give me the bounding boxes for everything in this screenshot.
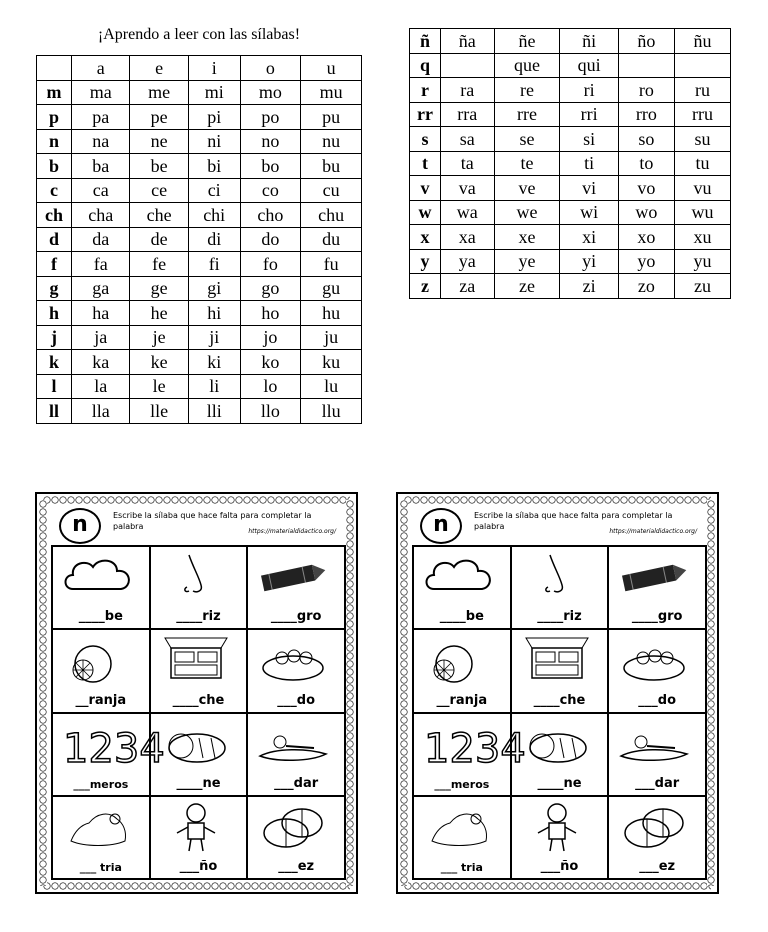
syllable-cell: pi	[188, 105, 240, 130]
scallop-border	[707, 500, 715, 886]
consonant-cell: d	[37, 227, 72, 252]
worksheet-card-2	[396, 492, 719, 894]
crayon-icon	[617, 551, 691, 603]
fill-in-word: ____che	[533, 692, 586, 708]
syllable-cell: wa	[441, 200, 495, 225]
otter-icon	[61, 801, 135, 853]
syllable-cell: gi	[188, 276, 240, 301]
syllable-cell: ye	[494, 249, 560, 274]
picture-cell	[52, 713, 165, 796]
syllable-cell: ki	[188, 350, 240, 375]
picture-cell	[150, 546, 248, 629]
fill-in-word: ____riz	[176, 609, 221, 625]
syllable-cell: bo	[240, 154, 301, 179]
orange-icon	[61, 634, 135, 686]
syllable-cell	[441, 53, 495, 78]
picture-cell	[608, 796, 706, 879]
syllable-cell: ñi	[560, 29, 619, 54]
syllable-cell: yi	[560, 249, 619, 274]
syllable-cell: no	[240, 129, 301, 154]
consonant-cell: m	[37, 80, 72, 105]
instruction-text: Escribe la sílaba que hace falta para completar la palabra	[113, 511, 312, 531]
syllable-cell: ka	[72, 350, 130, 375]
consonant-cell: g	[37, 276, 72, 301]
walnut-icon	[256, 801, 330, 853]
nest-icon	[256, 634, 330, 686]
table-row	[37, 301, 362, 326]
picture-cell	[608, 546, 706, 629]
fill-in-word: ____gro	[270, 609, 322, 625]
syllable-cell: lle	[130, 399, 188, 424]
syllable-cell: ge	[130, 276, 188, 301]
numbers-icon	[61, 718, 165, 772]
syllable-cell: ya	[441, 249, 495, 274]
syllable-cell: xu	[674, 225, 730, 250]
syllable-cell: mo	[240, 80, 301, 105]
syllable-cell: ce	[130, 178, 188, 203]
picture-cell	[511, 796, 609, 879]
swimmer-icon	[256, 718, 330, 770]
scallop-border	[39, 500, 47, 886]
worksheet-header	[51, 506, 342, 544]
syllable-cell: lla	[72, 399, 130, 424]
consonant-cell: w	[410, 200, 441, 225]
syllable-cell: re	[494, 78, 560, 103]
syllable-cell: ja	[72, 325, 130, 350]
consonant-cell: v	[410, 176, 441, 201]
syllable-table-title: ¡Aprendo a leer con las sílabas!	[97, 26, 301, 43]
syllable-cell: yu	[674, 249, 730, 274]
consonant-cell: s	[410, 127, 441, 152]
syllable-cell: go	[240, 276, 301, 301]
consonant-cell: x	[410, 225, 441, 250]
table-row	[410, 151, 731, 176]
fill-in-word: ____che	[172, 692, 225, 708]
table-row	[37, 56, 362, 81]
syllable-cell: ko	[240, 350, 301, 375]
table-row	[37, 178, 362, 203]
consonant-cell: l	[37, 374, 72, 399]
syllable-cell: pe	[130, 105, 188, 130]
table-row	[37, 105, 362, 130]
baby-icon	[159, 718, 233, 770]
fill-in-word: ____ne	[537, 775, 582, 791]
syllable-cell: nu	[301, 129, 362, 154]
syllable-cell: da	[72, 227, 130, 252]
syllable-cell: ve	[494, 176, 560, 201]
syllable-cell: ne	[130, 129, 188, 154]
picture-cell	[413, 796, 511, 879]
syllable-cell: llo	[240, 399, 301, 424]
table-row	[410, 29, 731, 54]
consonant-cell: ch	[37, 203, 72, 228]
syllable-cell: rru	[674, 102, 730, 127]
picture-cell	[52, 629, 150, 712]
fill-in-word: ___dar	[635, 775, 680, 791]
syllable-cell: va	[441, 176, 495, 201]
picture-word-grid	[412, 545, 707, 880]
child-icon	[520, 801, 594, 853]
syllable-cell: la	[72, 374, 130, 399]
syllable-table-left	[36, 55, 362, 424]
syllable-cell: lu	[301, 374, 362, 399]
syllable-cell: bu	[301, 154, 362, 179]
table-row	[410, 274, 731, 299]
syllable-cell	[618, 53, 674, 78]
syllable-cell: ku	[301, 350, 362, 375]
syllable-cell: za	[441, 274, 495, 299]
syllable-cell: ga	[72, 276, 130, 301]
syllable-cell: pu	[301, 105, 362, 130]
picture-cell	[413, 713, 526, 796]
syllable-cell: so	[618, 127, 674, 152]
fill-in-word: ____gro	[631, 609, 683, 625]
swimmer-icon	[617, 718, 691, 770]
syllable-cell: zu	[674, 274, 730, 299]
syllable-cell: ha	[72, 301, 130, 326]
consonant-cell: f	[37, 252, 72, 277]
syllable-cell: gu	[301, 276, 362, 301]
syllable-cell: xo	[618, 225, 674, 250]
scallop-border	[43, 882, 350, 890]
syllable-cell: mu	[301, 80, 362, 105]
worksheet-card-1	[35, 492, 358, 894]
syllable-cell: lli	[188, 399, 240, 424]
syllable-cell: o	[240, 56, 301, 81]
fill-in-word: ___ tria	[440, 861, 483, 874]
picture-cell	[150, 796, 248, 879]
table-row	[37, 276, 362, 301]
syllable-cell: ho	[240, 301, 301, 326]
syllable-cell	[674, 53, 730, 78]
picture-cell	[52, 546, 150, 629]
syllable-cell: zi	[560, 274, 619, 299]
syllable-cell: vi	[560, 176, 619, 201]
syllable-cell: na	[72, 129, 130, 154]
fill-in-word: ___ez	[639, 859, 676, 874]
syllable-cell: te	[494, 151, 560, 176]
picture-cell	[511, 546, 609, 629]
syllable-cell: he	[130, 301, 188, 326]
syllable-cell: to	[618, 151, 674, 176]
syllable-cell: de	[130, 227, 188, 252]
picture-cell	[511, 713, 609, 796]
syllable-cell: je	[130, 325, 188, 350]
consonant-cell: y	[410, 249, 441, 274]
fill-in-word: ___do	[277, 692, 316, 708]
syllable-cell: co	[240, 178, 301, 203]
worksheet-header	[412, 506, 703, 544]
syllable-cell: fo	[240, 252, 301, 277]
syllable-cell: que	[494, 53, 560, 78]
letter-badge: n	[420, 508, 462, 544]
table-row	[410, 53, 731, 78]
consonant-cell: q	[410, 53, 441, 78]
syllable-cell: sa	[441, 127, 495, 152]
syllable-cell: hu	[301, 301, 362, 326]
fill-in-word: __ranja	[75, 692, 127, 708]
picture-cell	[608, 629, 706, 712]
syllable-table-right	[409, 28, 731, 299]
orange-icon	[422, 634, 496, 686]
syllable-cell: jo	[240, 325, 301, 350]
table-row	[410, 176, 731, 201]
table-row	[410, 102, 731, 127]
syllable-cell: le	[130, 374, 188, 399]
syllable-cell: wo	[618, 200, 674, 225]
syllable-cell: tu	[674, 151, 730, 176]
syllable-cell: pa	[72, 105, 130, 130]
syllable-cell: do	[240, 227, 301, 252]
syllable-cell: ji	[188, 325, 240, 350]
picture-cell	[247, 713, 345, 796]
scallop-border	[400, 500, 408, 886]
syllable-cell: we	[494, 200, 560, 225]
syllable-cell: ri	[560, 78, 619, 103]
table-row	[37, 350, 362, 375]
syllable-cell: ci	[188, 178, 240, 203]
table-row	[37, 129, 362, 154]
dresser-icon	[520, 634, 594, 686]
syllable-cell: i	[188, 56, 240, 81]
fill-in-word: ___ez	[278, 859, 315, 874]
fill-in-word: ___meros	[434, 777, 490, 791]
syllable-cell: du	[301, 227, 362, 252]
scallop-border	[43, 496, 350, 504]
syllable-cell: llu	[301, 399, 362, 424]
consonant-cell: r	[410, 78, 441, 103]
table-row	[37, 399, 362, 424]
syllable-cell: che	[130, 203, 188, 228]
table-row	[410, 78, 731, 103]
syllable-cell: ju	[301, 325, 362, 350]
syllable-cell: rro	[618, 102, 674, 127]
source-url: https://materialdidactico.org/	[248, 528, 336, 535]
syllable-cell: ke	[130, 350, 188, 375]
syllable-cell: chu	[301, 203, 362, 228]
nose-icon	[159, 551, 233, 603]
consonant-cell	[37, 56, 72, 81]
consonant-cell: n	[37, 129, 72, 154]
syllable-cell: ru	[674, 78, 730, 103]
syllable-cell: lo	[240, 374, 301, 399]
picture-cell	[608, 713, 706, 796]
syllable-cell: se	[494, 127, 560, 152]
cloud-icon	[61, 551, 135, 603]
syllable-cell: ra	[441, 78, 495, 103]
fill-in-word: ____ne	[176, 775, 221, 791]
picture-cell	[150, 629, 248, 712]
syllable-cell: ni	[188, 129, 240, 154]
syllable-cell: xi	[560, 225, 619, 250]
svg-text:1234: 1234	[424, 725, 526, 772]
syllable-cell: vo	[618, 176, 674, 201]
fill-in-word: ____riz	[537, 609, 582, 625]
syllable-cell: xe	[494, 225, 560, 250]
table-row	[410, 200, 731, 225]
syllable-cell: mi	[188, 80, 240, 105]
consonant-cell: rr	[410, 102, 441, 127]
syllable-cell: ca	[72, 178, 130, 203]
syllable-cell: rra	[441, 102, 495, 127]
syllable-cell: vu	[674, 176, 730, 201]
table-row	[37, 374, 362, 399]
fill-in-word: ____be	[78, 609, 123, 625]
source-url: https://materialdidactico.org/	[609, 528, 697, 535]
syllable-cell: ñe	[494, 29, 560, 54]
fill-in-word: ____be	[439, 609, 484, 625]
consonant-cell: ñ	[410, 29, 441, 54]
nose-icon	[520, 551, 594, 603]
nest-icon	[617, 634, 691, 686]
syllable-cell: ti	[560, 151, 619, 176]
instruction-text: Escribe la sílaba que hace falta para completar la palabra	[474, 511, 673, 531]
syllable-cell: fi	[188, 252, 240, 277]
consonant-cell: c	[37, 178, 72, 203]
otter-icon	[422, 801, 496, 853]
table-row	[37, 325, 362, 350]
table-row	[37, 227, 362, 252]
syllable-cell: cho	[240, 203, 301, 228]
consonant-cell: j	[37, 325, 72, 350]
scallop-border	[404, 882, 711, 890]
fill-in-word: ___ño	[179, 859, 218, 874]
syllable-cell: wu	[674, 200, 730, 225]
table-row	[37, 252, 362, 277]
syllable-cell: e	[130, 56, 188, 81]
syllable-cell: ña	[441, 29, 495, 54]
syllable-cell: ño	[618, 29, 674, 54]
syllable-cell: ba	[72, 154, 130, 179]
consonant-cell: h	[37, 301, 72, 326]
letter-badge: n	[59, 508, 101, 544]
syllable-cell: qui	[560, 53, 619, 78]
svg-text:1234: 1234	[63, 725, 165, 772]
dresser-icon	[159, 634, 233, 686]
table-row	[410, 249, 731, 274]
syllable-cell: chi	[188, 203, 240, 228]
syllable-cell: ze	[494, 274, 560, 299]
consonant-cell: b	[37, 154, 72, 179]
syllable-cell: po	[240, 105, 301, 130]
syllable-cell: si	[560, 127, 619, 152]
picture-cell	[247, 796, 345, 879]
child-icon	[159, 801, 233, 853]
picture-cell	[413, 629, 511, 712]
fill-in-word: ___ño	[540, 859, 579, 874]
table-row	[37, 203, 362, 228]
walnut-icon	[617, 801, 691, 853]
consonant-cell: z	[410, 274, 441, 299]
syllable-cell: ñu	[674, 29, 730, 54]
baby-icon	[520, 718, 594, 770]
picture-cell	[52, 796, 150, 879]
syllable-cell: ta	[441, 151, 495, 176]
scallop-border	[404, 496, 711, 504]
picture-cell	[511, 629, 609, 712]
syllable-cell: wi	[560, 200, 619, 225]
picture-cell	[247, 629, 345, 712]
picture-cell	[150, 713, 248, 796]
fill-in-word: ___do	[638, 692, 677, 708]
syllable-cell: li	[188, 374, 240, 399]
picture-cell	[413, 546, 511, 629]
syllable-cell: zo	[618, 274, 674, 299]
syllable-cell: rre	[494, 102, 560, 127]
table-row	[410, 225, 731, 250]
consonant-cell: k	[37, 350, 72, 375]
picture-cell	[247, 546, 345, 629]
syllable-cell: xa	[441, 225, 495, 250]
syllable-cell: fu	[301, 252, 362, 277]
syllable-cell: ro	[618, 78, 674, 103]
syllable-cell: ma	[72, 80, 130, 105]
syllable-cell: cu	[301, 178, 362, 203]
fill-in-word: __ranja	[436, 692, 488, 708]
syllable-cell: su	[674, 127, 730, 152]
syllable-cell: be	[130, 154, 188, 179]
table-row	[410, 127, 731, 152]
syllable-cell: cha	[72, 203, 130, 228]
scallop-border	[346, 500, 354, 886]
consonant-cell: p	[37, 105, 72, 130]
syllable-cell: yo	[618, 249, 674, 274]
consonant-cell: ll	[37, 399, 72, 424]
fill-in-word: ___ tria	[79, 861, 122, 874]
fill-in-word: ___meros	[73, 777, 129, 791]
syllable-cell: rri	[560, 102, 619, 127]
consonant-cell: t	[410, 151, 441, 176]
numbers-icon	[422, 718, 526, 772]
fill-in-word: ___dar	[274, 775, 319, 791]
syllable-cell: fa	[72, 252, 130, 277]
crayon-icon	[256, 551, 330, 603]
syllable-cell: u	[301, 56, 362, 81]
picture-word-grid	[51, 545, 346, 880]
table-row	[37, 80, 362, 105]
syllable-cell: fe	[130, 252, 188, 277]
syllable-cell: a	[72, 56, 130, 81]
cloud-icon	[422, 551, 496, 603]
syllable-cell: hi	[188, 301, 240, 326]
table-row	[37, 154, 362, 179]
syllable-cell: bi	[188, 154, 240, 179]
syllable-cell: di	[188, 227, 240, 252]
syllable-cell: me	[130, 80, 188, 105]
